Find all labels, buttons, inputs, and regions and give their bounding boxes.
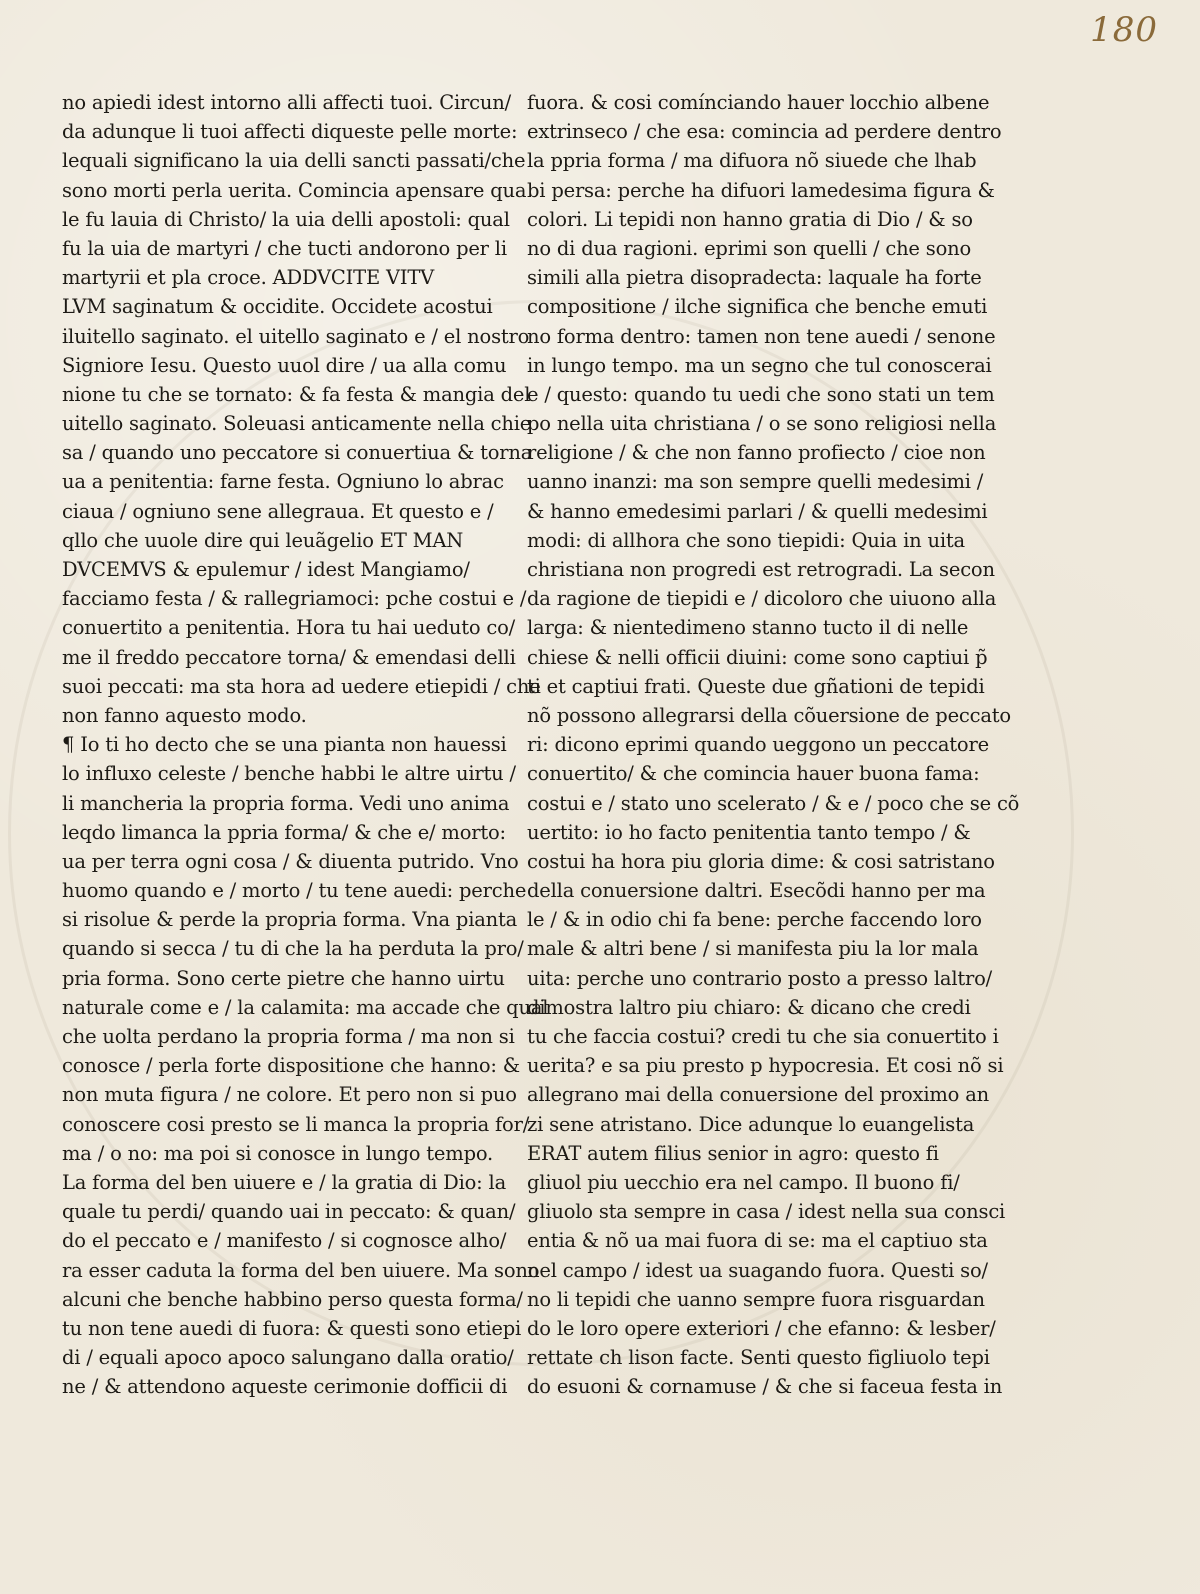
- left-column-line: lequali significano la uia delli sancti passati/che: [62, 149, 526, 173]
- right-column-line: no li tepidi che uanno sempre fuora risguardan: [527, 1287, 985, 1311]
- left-column-line: qllo che uuole dire qui leuãgelio ET MAN: [62, 528, 464, 552]
- left-column-line: no apiedi idest intorno alli affecti tuoi. Circun/: [62, 91, 511, 114]
- left-column-line: ma / o no: ma poi si conosce in lungo tempo.: [62, 1141, 494, 1165]
- right-column-line: simili alla pietra disopradecta: laquale ha forte: [527, 266, 982, 290]
- right-column-line: gliuol piu uecchio era nel campo. Il buono fi/: [527, 1170, 960, 1194]
- left-column-line: li mancheria la propria forma. Vedi uno anima: [62, 791, 510, 815]
- left-column-line: di / equali apoco apoco salungano dalla oratio/: [62, 1346, 514, 1370]
- left-column-line: ne / & attendono aqueste cerimonie dofficii di: [62, 1375, 508, 1399]
- left-column-line: La forma del ben uiuere e / la gratia di Dio: la: [62, 1170, 507, 1194]
- left-column-line: pria forma. Sono certe pietre che hanno uirtu: [62, 966, 505, 990]
- left-column-line: quale tu perdi/ quando uai in peccato: & quan/: [62, 1200, 516, 1224]
- right-column-line: della conuersione daltri. Esecõdi hanno per ma: [527, 879, 986, 903]
- right-column-line: religione / & che non fanno profiecto / cioe non: [527, 441, 986, 465]
- left-column-line: conosce / perla forte dispositione che hanno: &: [62, 1054, 520, 1078]
- right-column-line: larga: & nientedimeno stanno tucto il di nelle: [527, 616, 969, 640]
- left-column-line: huomo quando e / morto / tu tene auedi: perche: [62, 879, 527, 903]
- left-column-line: non fanno aquesto modo.: [62, 703, 307, 727]
- left-column-line: da adunque li tuoi affecti diqueste pelle morte:: [62, 120, 518, 144]
- left-column-line: conoscere cosi presto se li manca la propria for/: [62, 1112, 530, 1136]
- left-column-line: sono morti perla uerita. Comincia apensare qua: [62, 178, 527, 202]
- right-column-line: male & altri bene / si manifesta piu la lor mala: [527, 937, 979, 961]
- left-column-line: fu la uia de martyri / che tucti andorono per li: [62, 236, 507, 260]
- right-column-line: zi sene atristano. Dice adunque lo euangelista: [527, 1112, 975, 1136]
- left-column-line: ua a penitentia: farne festa. Ogniuno lo abrac: [62, 470, 504, 494]
- left-column-line: iluitello saginato. el uitello saginato e / el nostro: [62, 324, 530, 348]
- right-column-line: allegrano mai della conuersione del proximo an: [527, 1083, 990, 1107]
- left-column-line: non muta figura / ne colore. Et pero non si puo: [62, 1083, 517, 1107]
- right-column-line: uerita? e sa piu presto p hypocresia. Et cosi nõ si: [527, 1054, 1004, 1078]
- right-column-line: da ragione de tiepidi e / dicoloro che uiuono alla: [527, 587, 997, 611]
- right-column-line: chiese & nelli officii diuini: come sono captiui p̃: [527, 645, 988, 669]
- left-column-line: uitello saginato. Soleuasi anticamente nella chie: [62, 412, 532, 436]
- right-column-line: extrinseco / che esa: comincia ad perdere dentro: [527, 120, 1002, 144]
- right-text-column: [527, 88, 1020, 1401]
- right-column-line: rettate ch lison facte. Senti questo figliuolo tepi: [527, 1346, 990, 1370]
- left-column-line: naturale come e / la calamita: ma accade che qual: [62, 995, 549, 1019]
- right-column-line: entia & nõ ua mai fuora di se: ma el captiuo sta: [527, 1229, 988, 1253]
- right-column-line: christiana non progredi est retrogradi. La secon: [527, 558, 995, 581]
- right-column-line: compositione / ilche significa che benche emuti: [527, 295, 988, 319]
- right-column-line: po nella uita christiana / o se sono religiosi nella: [527, 412, 997, 436]
- left-text-column: [62, 88, 549, 1401]
- right-column-line: in lungo tempo. ma un segno che tul conoscerai: [527, 353, 992, 377]
- left-column-line: ¶ Io ti ho decto che se una pianta non hauessi: [62, 733, 507, 757]
- right-column-line: fuora. & cosi comínciando hauer locchio albene: [527, 91, 990, 114]
- left-column-line: ciaua / ogniuno sene allegraua. Et questo e /: [62, 499, 494, 523]
- left-column-line: me il freddo peccatore torna/ & emendasi delli: [62, 645, 516, 669]
- right-column-line: ERAT autem filius senior in agro: questo fi: [527, 1141, 939, 1165]
- right-column-line: do esuoni & cornamuse / & che si faceua festa in: [527, 1375, 1003, 1399]
- right-column-line: uanno inanzi: ma son sempre quelli medesimi /: [527, 470, 984, 494]
- right-column-line: tu che faccia costui? credi tu che sia conuertito i: [527, 1025, 999, 1048]
- left-column-line: ua per terra ogni cosa / & diuenta putrido. Vno: [62, 849, 519, 873]
- left-column-line: che uolta perdano la propria forma / ma non si: [62, 1025, 515, 1048]
- right-column-line: colori. Li tepidi non hanno gratia di Dio / & so: [527, 207, 973, 231]
- right-column-line: uita: perche uno contrario posto a presso laltro/: [527, 966, 993, 990]
- left-column-line: nione tu che se tornato: & fa festa & mangia del: [62, 382, 531, 406]
- left-column-line: do el peccato e / manifesto / si cognosce alho/: [62, 1229, 507, 1253]
- right-column-line: nel campo / idest ua suagando fuora. Questi so/: [527, 1258, 988, 1282]
- right-column-line: la ppria forma / ma difuora nõ siuede che lhab: [527, 149, 977, 173]
- left-column-line: facciamo festa / & rallegriamoci: pche costui e /: [62, 587, 527, 611]
- right-column-line: no di dua ragioni. eprimi son quelli / che sono: [527, 236, 972, 260]
- left-column-line: lo influxo celeste / benche habbi le altre uirtu /: [62, 762, 516, 786]
- right-column-line: ti et captiui frati. Queste due gñationi de tepidi: [527, 674, 985, 698]
- left-column-line: alcuni che benche habbino perso questa forma/: [62, 1287, 523, 1311]
- left-column-line: martyrii et pla croce. ADDVCITE VITV: [62, 266, 435, 290]
- right-column-line: bi persa: perche ha difuori lamedesima figura &: [527, 178, 995, 202]
- right-column-line: conuertito/ & che comincia hauer buona fama:: [527, 762, 980, 786]
- left-column-line: suoi peccati: ma sta hora ad uedere etiepidi / che: [62, 674, 541, 698]
- right-column-line: ri: dicono eprimi quando ueggono un peccatore: [527, 733, 989, 757]
- left-column-line: leqdo limanca la ppria forma/ & che e/ morto:: [62, 820, 506, 844]
- right-column-line: costui ha hora piu gloria dime: & cosi satristano: [527, 849, 995, 873]
- left-column-line: sa / quando uno peccatore si conuertiua & torna: [62, 441, 533, 465]
- left-column-line: LVM saginatum & occidite. Occidete acostui: [62, 295, 493, 319]
- right-column-line: no forma dentro: tamen non tene auedi / senone: [527, 324, 996, 348]
- right-column-line: modi: di allhora che sono tiepidi: Quia in uita: [527, 528, 965, 552]
- left-column-line: si risolue & perde la propria forma. Vna pianta: [62, 908, 518, 932]
- right-column-line: e / questo: quando tu uedi che sono stati un tem: [527, 382, 995, 406]
- right-column-line: dimostra laltro piu chiaro: & dicano che credi: [527, 995, 971, 1019]
- right-column-line: & hanno emedesimi parlari / & quelli medesimi: [527, 499, 988, 523]
- left-column-line: tu non tene auedi di fuora: & questi sono etiepi: [62, 1316, 522, 1340]
- folio-number: 180: [1090, 10, 1158, 50]
- right-column-line: uertito: io ho facto penitentia tanto tempo / &: [527, 820, 971, 844]
- left-column-line: Signiore Iesu. Questo uuol dire / ua alla comu: [62, 353, 507, 377]
- right-column-line: le / & in odio chi fa bene: perche faccendo loro: [527, 908, 982, 932]
- right-column-line: gliuolo sta sempre in casa / idest nella sua consci: [527, 1200, 1006, 1224]
- left-column-line: ra esser caduta la forma del ben uiuere. Ma sono: [62, 1258, 540, 1282]
- left-column-line: DVCEMVS & epulemur / idest Mangiamo/: [62, 558, 470, 581]
- right-column-line: nõ possono allegrarsi della cõuersione de peccato: [527, 703, 1011, 727]
- left-column-line: quando si secca / tu di che la ha perduta la pro/: [62, 937, 524, 961]
- right-column-line: do le loro opere exteriori / che efanno: & lesber/: [527, 1316, 996, 1340]
- right-column-line: costui e / stato uno scelerato / & e / poco che se cõ: [527, 791, 1020, 815]
- left-column-line: conuertito a penitentia. Hora tu hai ueduto co/: [62, 616, 516, 640]
- left-column-line: le fu lauia di Christo/ la uia delli apostoli: qual: [62, 207, 510, 231]
